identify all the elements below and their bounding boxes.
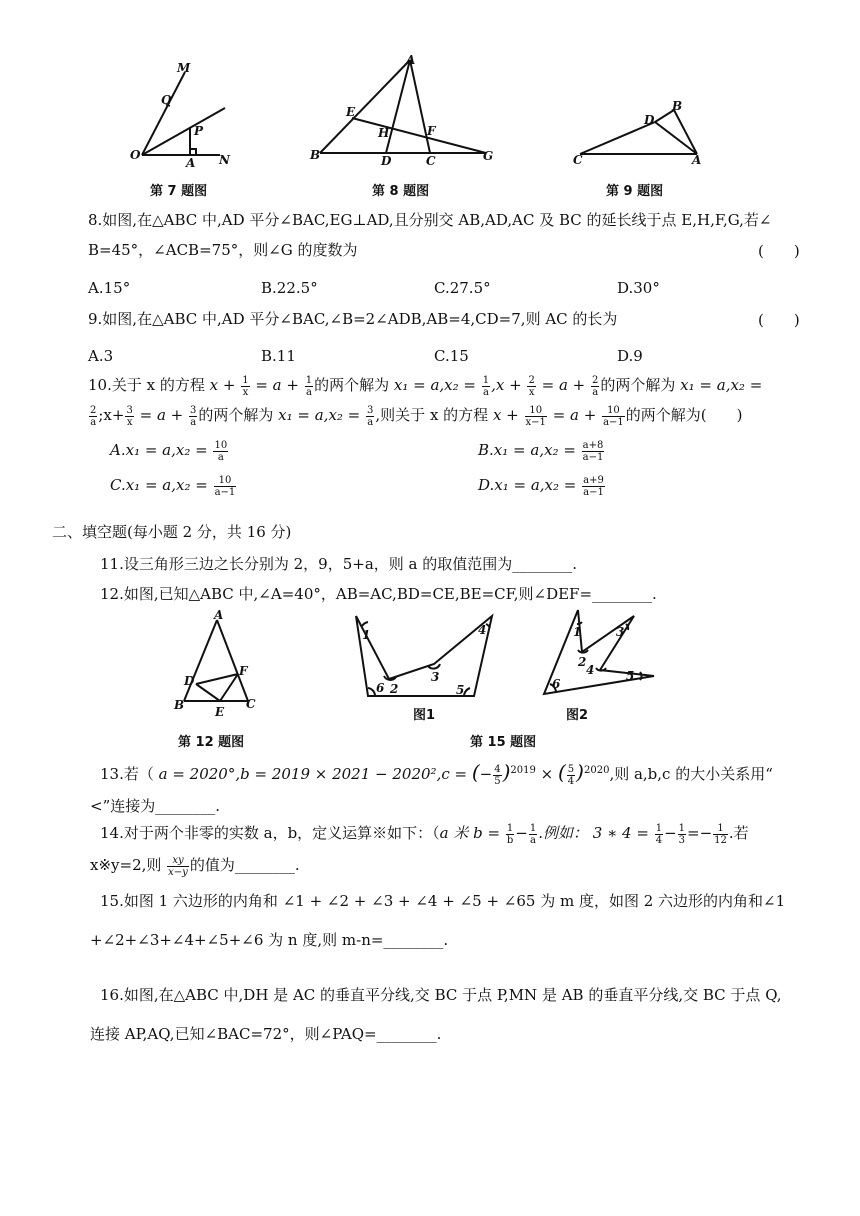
q14-line1: 14.对于两个非零的实数 a，b，定义运算※如下：（a 米 b = $\frac{1}{b}$ − $\frac{1}{a}$ .例如： 3 ∗ 4 = $\frac{1}{4}$ − $\frac{1}{3}$ =− $\frac{1}{12}$ .若 bbox=[100, 822, 749, 846]
label-h: H bbox=[378, 126, 390, 140]
q15-line1: 15.如图 1 六边形的内角和 ∠1 + ∠2 + ∠3 + ∠4 + ∠5 + ∠65 为 m 度，如图 2 六边形的内角和∠1 bbox=[100, 892, 786, 910]
angle-1: 1 bbox=[573, 625, 582, 639]
figure-12 bbox=[170, 608, 270, 720]
figure-15-1 bbox=[344, 604, 504, 704]
label-m: M bbox=[177, 61, 191, 75]
label-p: P bbox=[194, 124, 204, 138]
label-g: G bbox=[483, 149, 494, 163]
q9-option-b: B.11 bbox=[261, 347, 296, 365]
label-c: C bbox=[426, 154, 436, 168]
q8-option-c: C.27.5° bbox=[434, 279, 491, 297]
q10-option-b: B.x₁ = a,x₂ = $\frac{a+8}{a-1}$ bbox=[478, 439, 604, 463]
label-d: D bbox=[644, 113, 655, 127]
q16-line1: 16.如图,在△ABC 中,DH 是 AC 的垂直平分线,交 BC 于点 P,MN 是 AB 的垂直平分线,交 BC 于点 Q, bbox=[100, 986, 782, 1004]
caption-fig15-1: 图1 bbox=[413, 708, 436, 723]
q10-line2: $\frac{2}{a}$ ;x+ $\frac{3}{x}$ = a + $\frac{3}{a}$ 的两个解为 x₁ = a,x₂ = $\frac{3}{a}$ ,则关于 x 的方程 x + $\frac{10}{x-1}$ = a + $\frac{10}{a-1}$ 的两个解为( ) bbox=[90, 404, 743, 428]
label-c: C bbox=[246, 697, 256, 711]
figure-8 bbox=[308, 52, 498, 170]
caption-fig12: 第 12 题图 bbox=[178, 735, 245, 750]
label-b: B bbox=[672, 99, 683, 113]
q12: 12.如图,已知△ABC 中,∠A=40°，AB=AC,BD=CE,BE=CF,则∠DEF=________. bbox=[100, 585, 657, 603]
q9-line1: 9.如图,在△ABC 中,AD 平分∠BAC,∠B=2∠ADB,AB=4,CD=7,则 AC 的长为 bbox=[88, 310, 618, 328]
label-a: A bbox=[214, 608, 224, 622]
q8-answer-paren: ( ) bbox=[758, 242, 800, 260]
label-o: O bbox=[130, 148, 141, 162]
q9-option-d: D.9 bbox=[617, 347, 643, 365]
q8-option-b: B.22.5° bbox=[261, 279, 318, 297]
label-a: A bbox=[692, 153, 702, 167]
caption-fig7: 第 7 题图 bbox=[150, 184, 208, 199]
label-c: C bbox=[573, 153, 583, 167]
label-b: B bbox=[310, 148, 321, 162]
fraction: $\frac{1}{x}$ bbox=[242, 374, 249, 398]
angle-6: 6 bbox=[376, 681, 385, 695]
angle-1: 1 bbox=[362, 628, 371, 642]
q9-answer-paren: ( ) bbox=[758, 311, 800, 329]
label-a: A bbox=[406, 53, 416, 67]
label-n: N bbox=[219, 153, 230, 167]
angle-6: 6 bbox=[552, 677, 561, 691]
label-e: E bbox=[346, 105, 356, 119]
figure-15-2 bbox=[536, 604, 662, 700]
q10-line1: 10.关于 x 的方程 x + $\frac{1}{x}$ = a + $\frac{1}{a}$ 的两个解为 x₁ = a,x₂ = $\frac{1}{a}$ ,x + $\frac{2}{x}$ = a + $\frac{2}{a}$ 的两个解为 x₁ = a,x₂ = bbox=[88, 374, 763, 398]
q13-line2: <”连接为________. bbox=[90, 797, 221, 815]
q14-line2: x※y=2,则 $\frac{xy}{x-y}$ 的值为________. bbox=[90, 854, 300, 878]
label-d: D bbox=[184, 674, 195, 688]
figure-7 bbox=[120, 55, 250, 170]
q8-line2: B=45°，∠ACB=75°，则∠G 的度数为 bbox=[88, 241, 358, 259]
q15-line2: +∠2+∠3+∠4+∠5+∠6 为 n 度,则 m-n=________. bbox=[90, 931, 449, 949]
caption-fig9: 第 9 题图 bbox=[606, 184, 664, 199]
label-f: F bbox=[427, 124, 436, 138]
angle-3: 3 bbox=[616, 625, 625, 639]
angle-2: 2 bbox=[578, 655, 587, 669]
q9-option-c: C.15 bbox=[434, 347, 469, 365]
angle-5: 5 bbox=[456, 683, 465, 697]
q10-text: 10.关于 x 的方程 bbox=[88, 376, 210, 394]
caption-fig8: 第 8 题图 bbox=[372, 184, 430, 199]
label-d: D bbox=[381, 154, 392, 168]
label-f: F bbox=[239, 664, 248, 678]
label-b: B bbox=[174, 698, 185, 712]
label-e: E bbox=[215, 705, 225, 719]
label-q: Q bbox=[161, 93, 172, 107]
q10-option-a: A.x₁ = a,x₂ = $\frac{10}{a}$ bbox=[110, 439, 228, 463]
caption-fig15: 第 15 题图 bbox=[470, 735, 537, 750]
q10-option-d: D.x₁ = a,x₂ = $\frac{a+9}{a-1}$ bbox=[478, 474, 604, 498]
q9-option-a: A.3 bbox=[88, 347, 114, 365]
q8-line1: 8.如图,在△ABC 中,AD 平分∠BAC,EG⊥AD,且分别交 AB,AD,AC 及 BC 的延长线于点 E,H,F,G,若∠ bbox=[88, 211, 772, 229]
angle-5: 5 bbox=[626, 669, 635, 683]
q16-line2: 连接 AP,AQ,已知∠BAC=72°，则∠PAQ=________. bbox=[90, 1025, 442, 1043]
q10-option-c: C.x₁ = a,x₂ = $\frac{10}{a-1}$ bbox=[110, 474, 236, 498]
section-2-heading: 二、填空题(每小题 2 分，共 16 分) bbox=[52, 523, 292, 541]
angle-4: 4 bbox=[478, 623, 487, 637]
caption-fig15-2: 图2 bbox=[566, 708, 589, 723]
angle-4: 4 bbox=[586, 663, 595, 677]
q8-option-d: D.30° bbox=[617, 279, 660, 297]
angle-3: 3 bbox=[431, 670, 440, 684]
q13-line1: 13.若（ a = 2020°,b = 2019 × 2021 − 2020²,c = (− $\frac{4}{5}$ )$^{2019}$ × ( $\frac{5}{4}$ )$^{2020}$,则 a,b,c 的大小关系用“ bbox=[100, 760, 773, 787]
angle-2: 2 bbox=[390, 682, 399, 696]
figure-9 bbox=[570, 98, 710, 170]
q11: 11.设三角形三边之长分别为 2，9，5+a，则 a 的取值范围为________. bbox=[100, 555, 578, 573]
q8-option-a: A.15° bbox=[88, 279, 131, 297]
label-a: A bbox=[186, 156, 196, 170]
